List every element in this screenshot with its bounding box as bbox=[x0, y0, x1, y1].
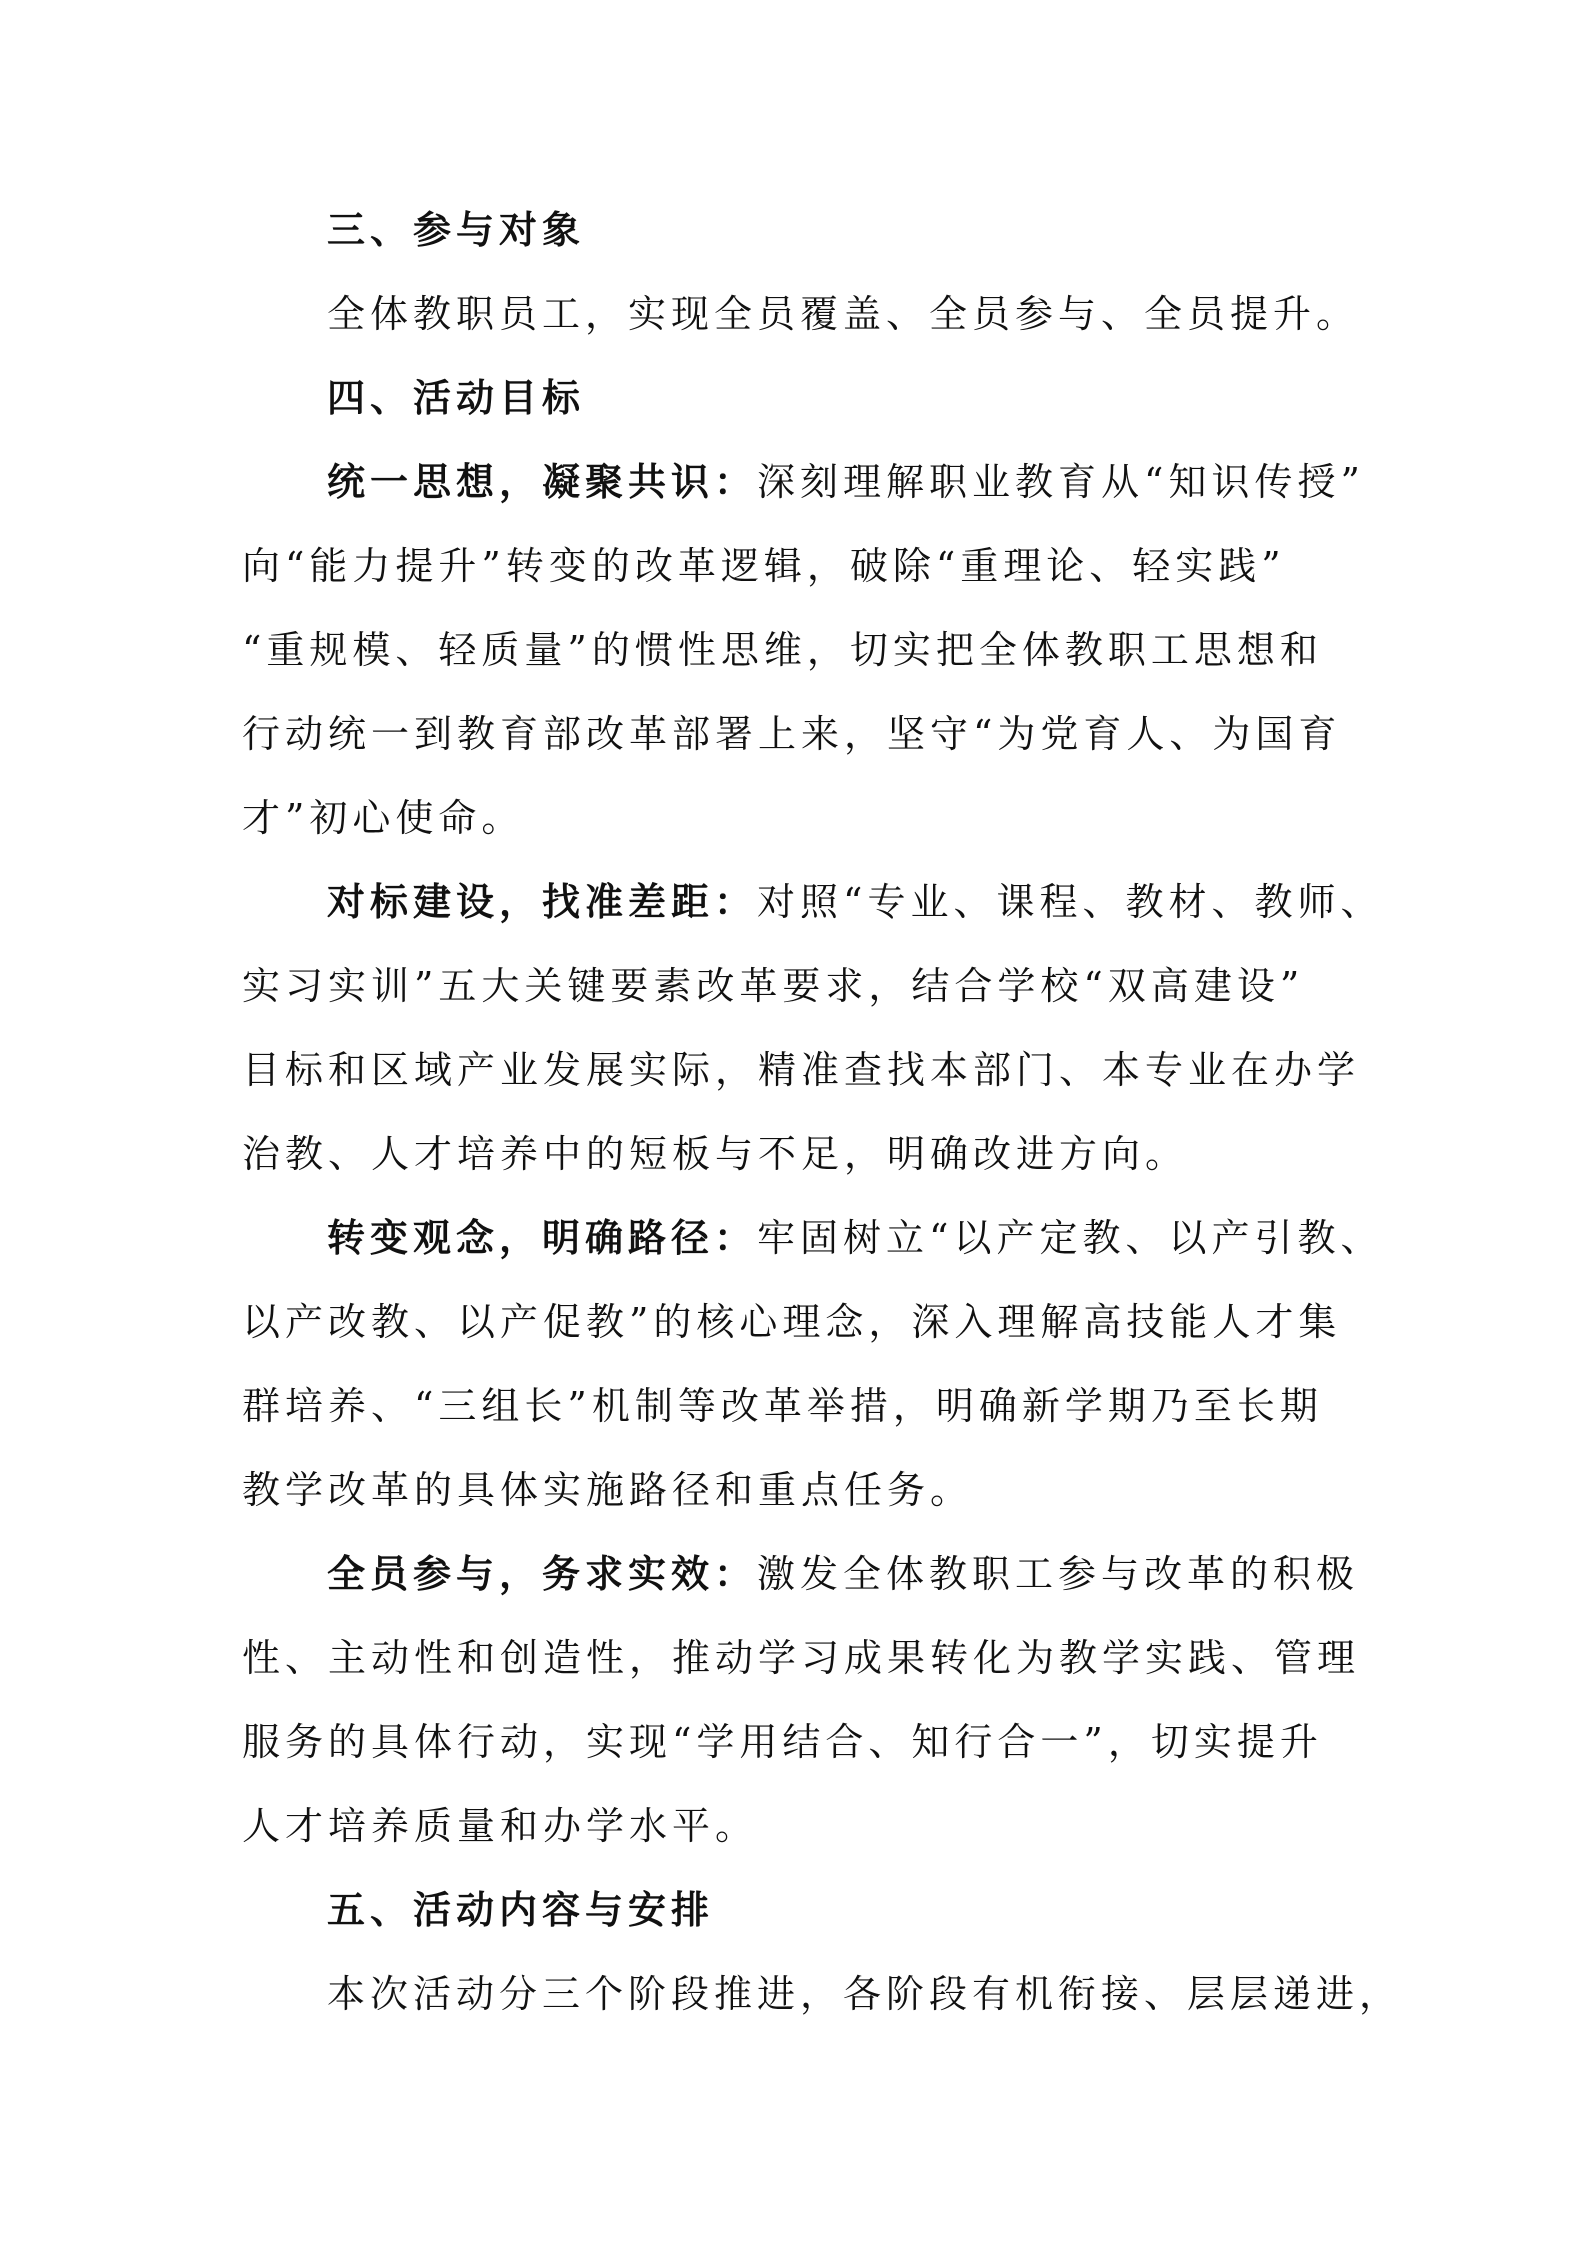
goal-paragraph-2-line-4: 治教、人才培养中的短板与不足，明确改进方向。 bbox=[242, 1132, 1189, 1176]
goal-lead-4: 全员参与，务求实效： bbox=[327, 1551, 758, 1596]
goal-paragraph-2-line-3: 目标和区域产业发展实际，精准查找本部门、本专业在办学 bbox=[242, 1048, 1361, 1092]
goal-paragraph-4-line-3: 服务的具体行动，实现“学用结合、知行合一”，切实提升 bbox=[242, 1720, 1323, 1764]
goal-paragraph-3-line-2: 以产改教、以产促教”的核心理念，深入理解高技能人才集 bbox=[242, 1300, 1342, 1344]
goal-text: 牢固树立“以产定教、以产引教、 bbox=[757, 1216, 1384, 1260]
goal-lead-2: 对标建设，找准差距： bbox=[327, 879, 758, 924]
goal-paragraph-1-line-4: 行动统一到教育部改革部署上来，坚守“为党育人、为国育 bbox=[242, 712, 1342, 756]
goal-paragraph-3-line-3: 群培养、“三组长”机制等改革举措，明确新学期乃至长期 bbox=[242, 1384, 1323, 1428]
goal-lead-3: 转变观念，明确路径： bbox=[327, 1215, 758, 1260]
goal-paragraph-1-line-5: 才”初心使命。 bbox=[242, 796, 525, 840]
goal-paragraph-3-line-4: 教学改革的具体实施路径和重点任务。 bbox=[242, 1468, 974, 1512]
goal-paragraph-2-line-2: 实习实训”五大关键要素改革要求，结合学校“双高建设” bbox=[242, 964, 1305, 1008]
goal-paragraph-4-line-2: 性、主动性和创造性，推动学习成果转化为教学实践、管理 bbox=[242, 1636, 1361, 1680]
section-heading-goals: 四、活动目标 bbox=[327, 375, 586, 420]
goal-paragraph-2-line-1 bbox=[327, 860, 1447, 944]
section-heading-schedule: 五、活动内容与安排 bbox=[327, 1887, 715, 1932]
goal-text: 激发全体教职工参与改革的积极 bbox=[757, 1552, 1360, 1596]
goal-paragraph-4-line-4: 人才培养质量和办学水平。 bbox=[242, 1804, 759, 1848]
goal-paragraph-1-line-3: “重规模、轻质量”的惯性思维，切实把全体教职工思想和 bbox=[242, 628, 1323, 672]
goal-paragraph-3-line-1 bbox=[327, 1196, 1447, 1280]
goal-paragraph-4-line-1 bbox=[327, 1532, 1447, 1616]
paragraph-participants: 全体教职员工，实现全员覆盖、全员参与、全员提升。 bbox=[327, 292, 1360, 336]
section-heading-participants: 三、参与对象 bbox=[327, 207, 586, 252]
paragraph-schedule-intro: 本次活动分三个阶段推进，各阶段有机衔接、层层递进， bbox=[327, 1972, 1403, 2016]
goal-lead-1: 统一思想，凝聚共识： bbox=[327, 459, 758, 504]
goal-text: 深刻理解职业教育从“知识传授” bbox=[757, 460, 1365, 504]
goal-paragraph-1-line-2: 向“能力提升”转变的改革逻辑，破除“重理论、轻实践” bbox=[242, 544, 1286, 588]
goal-paragraph-1-line-1 bbox=[327, 440, 1447, 524]
goal-text: 对照“专业、课程、教材、教师、 bbox=[757, 880, 1384, 924]
